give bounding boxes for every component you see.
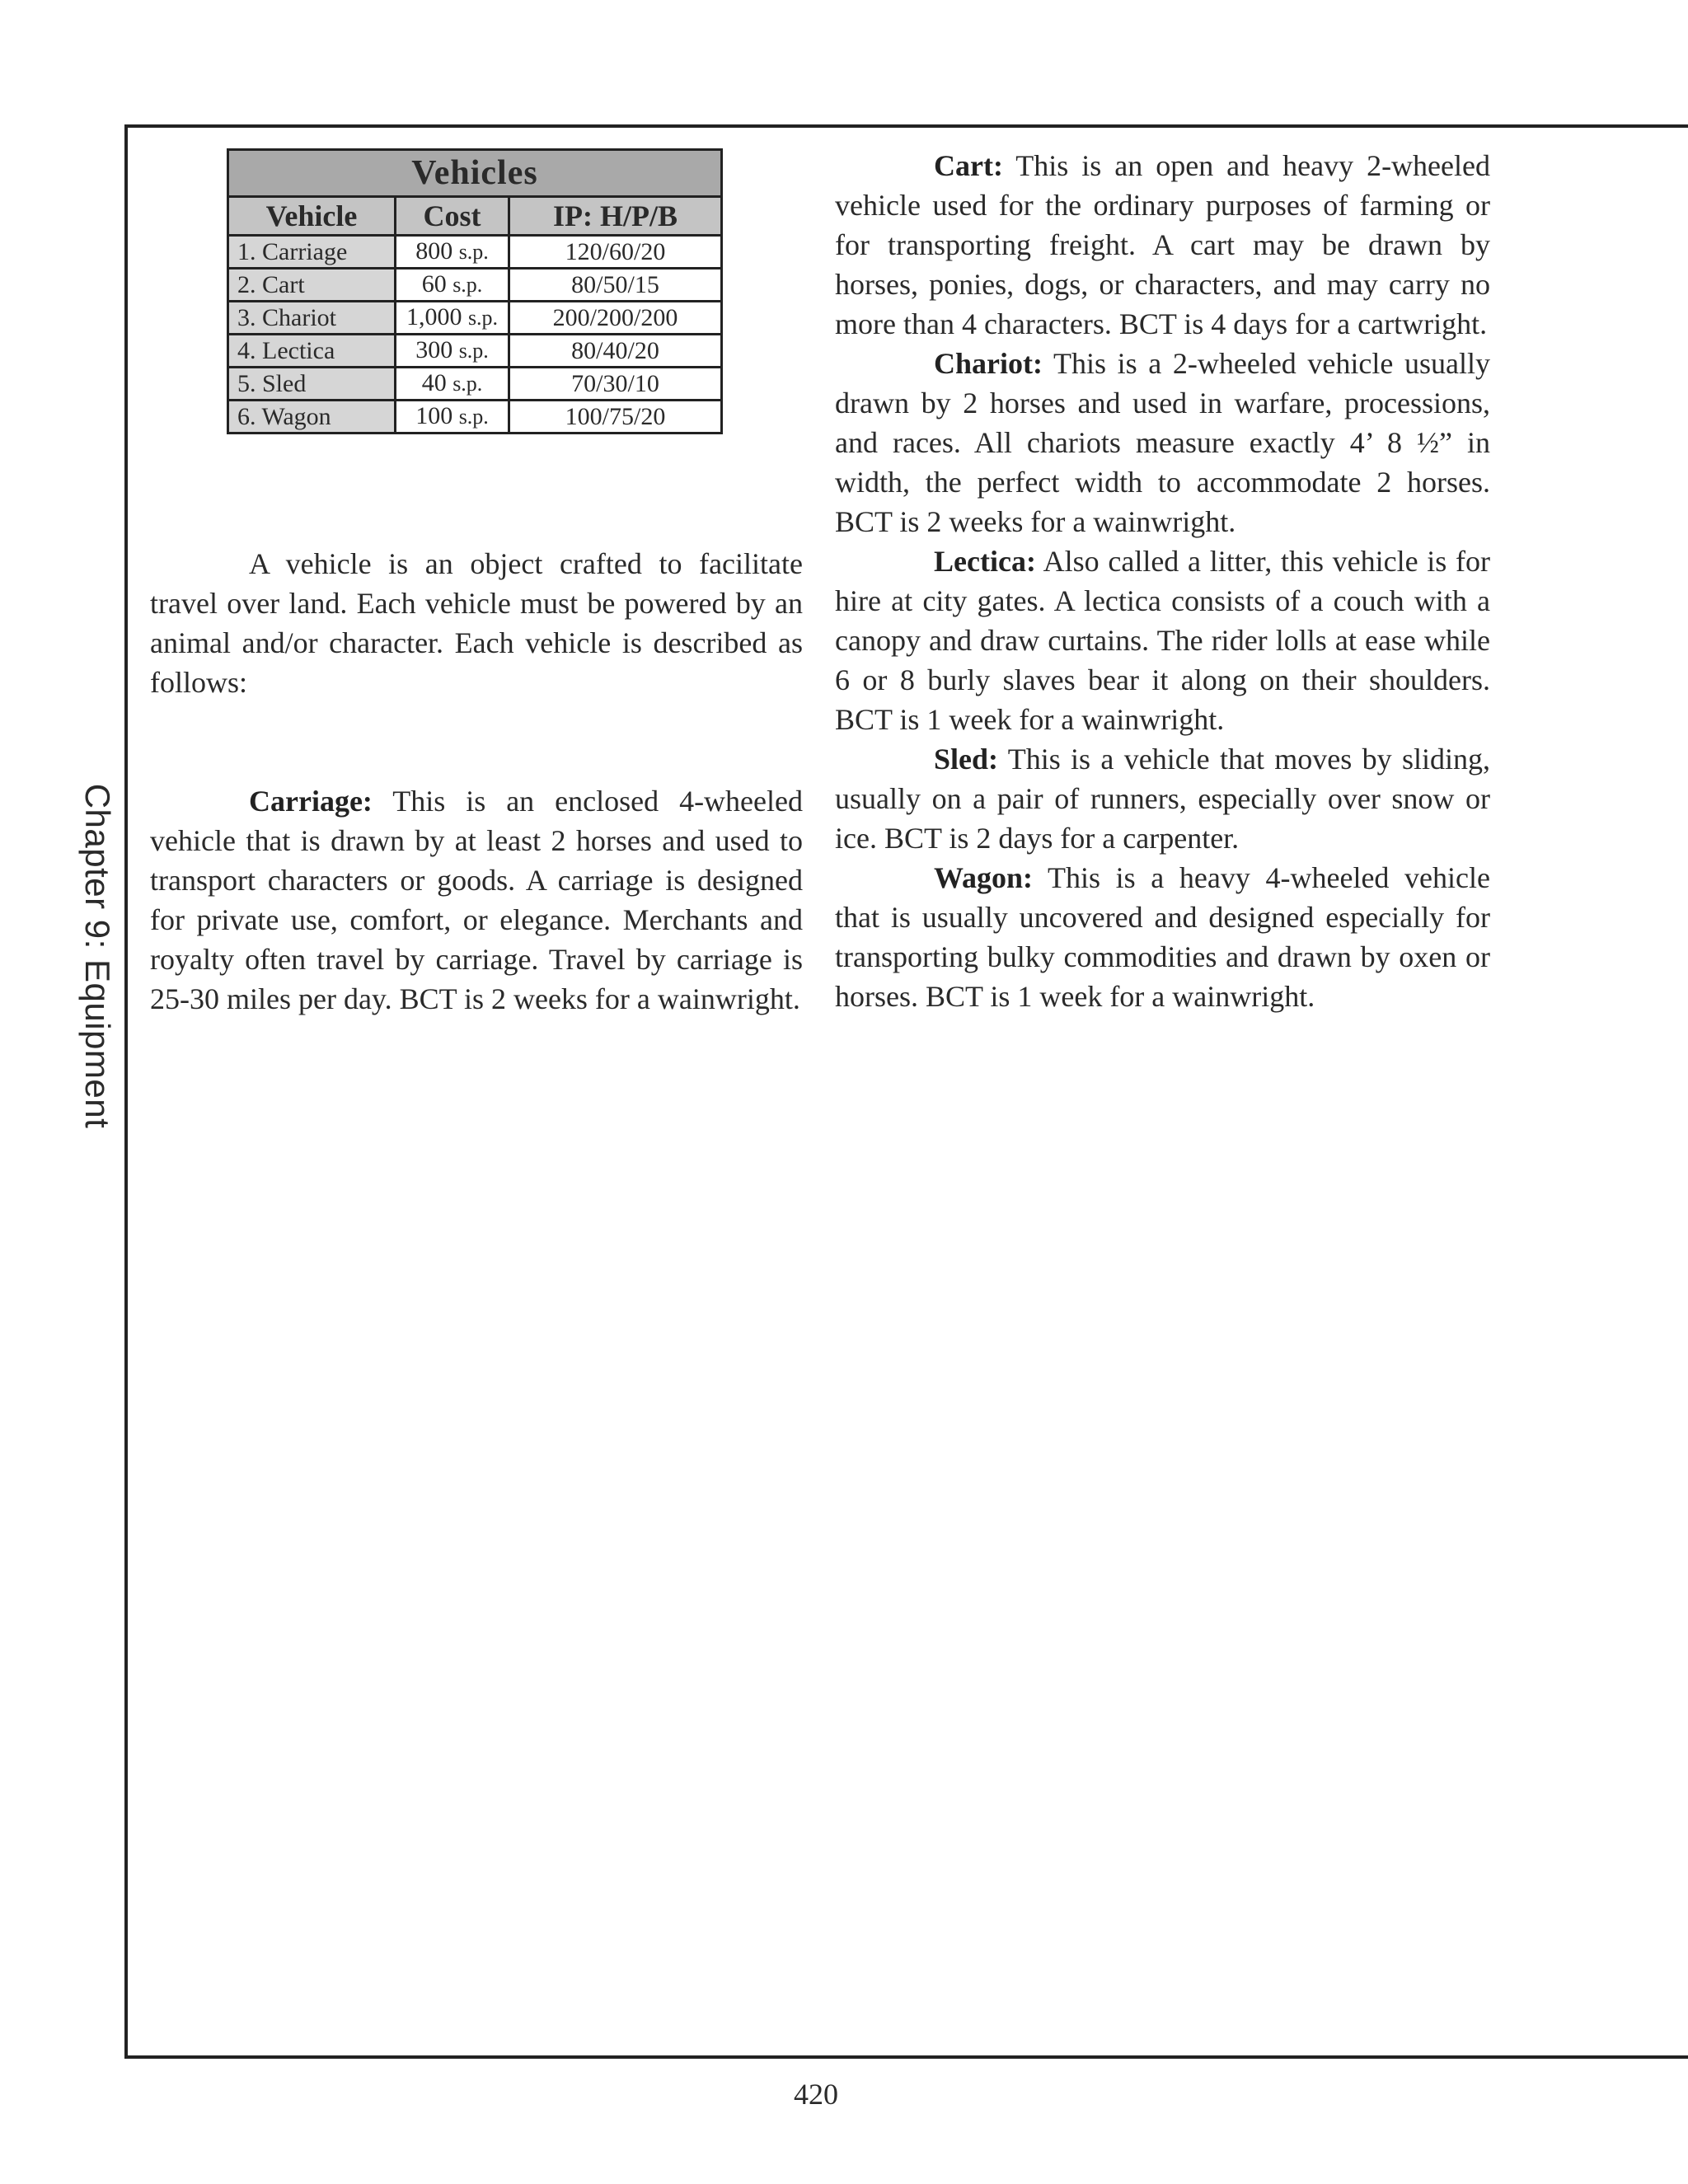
vehicle-ip: 120/60/20: [509, 236, 722, 269]
entry-term: Carriage:: [249, 785, 373, 818]
vehicle-cost: 60 s.p.: [396, 269, 509, 302]
vehicle-cost: 300 s.p.: [396, 335, 509, 368]
vehicle-ip: 80/50/15: [509, 269, 722, 302]
entry-text: Also called a litter, this vehicle is for hire at city gates. A lectica consists of a couch with a canopy and draw curtains. The rider lolls at ease while 6 or 8 burly slaves bear it along on their shoulders. BCT is 1 week for a wainwright.: [835, 545, 1490, 736]
column-header-vehicle: Vehicle: [228, 197, 396, 236]
page-frame-left: [124, 124, 128, 2059]
page-number: 420: [794, 2078, 838, 2111]
entry-term: Wagon:: [934, 861, 1034, 894]
table-row: [228, 269, 722, 302]
entry-paragraph-sled: [835, 739, 1490, 858]
entry-paragraph-carriage: [150, 781, 803, 1019]
table-row: [228, 302, 722, 335]
column-header-cost: Cost: [396, 197, 509, 236]
left-text-column: [150, 544, 803, 1019]
table-row: [228, 335, 722, 368]
page-frame-top: [124, 124, 1688, 128]
vehicle-name: 3. Chariot: [228, 302, 396, 335]
vehicle-name: 6. Wagon: [228, 401, 396, 434]
entry-paragraph-chariot: [835, 344, 1490, 541]
entry-paragraph-cart: [835, 146, 1490, 344]
vehicle-cost: 100 s.p.: [396, 401, 509, 434]
table-title: Vehicles: [228, 150, 722, 197]
chapter-side-label: Chapter 9: Equipment: [78, 783, 117, 1129]
vehicle-name: 4. Lectica: [228, 335, 396, 368]
table-row: [228, 236, 722, 269]
entry-text: This is a heavy 4-wheeled vehicle that is usually uncovered and designed especially for transporting bulky commodities and drawn by oxen or horses. BCT is 1 week for a wainwright.: [835, 861, 1490, 1013]
intro-paragraph: A vehicle is an object crafted to facilitate travel over land. Each vehicle must be powered by an animal and/or character. Each vehicle is described as follows:: [150, 547, 803, 699]
table-row: [228, 368, 722, 401]
vehicles-table: [227, 148, 723, 434]
entry-text: This is an open and heavy 2-wheeled vehicle used for the ordinary purposes of farming or for transporting freight. A cart may be drawn by horses, ponies, dogs, or characters, and may carry no more than 4 characters. BCT is 4 days for a cartwright.: [835, 149, 1490, 340]
vehicle-ip: 80/40/20: [509, 335, 722, 368]
entry-text: This is a vehicle that moves by sliding, usually on a pair of runners, especially over snow or ice. BCT is 2 days for a carpenter.: [835, 743, 1490, 855]
vehicle-name: 1. Carriage: [228, 236, 396, 269]
vehicle-ip: 200/200/200: [509, 302, 722, 335]
entry-text: This is a 2-wheeled vehicle usually drawn by 2 horses and used in warfare, processions, and races. All chariots measure exactly 4’ 8 ½” in width, the perfect width to accommodate 2 horses. BCT is 2 weeks for a wainwright.: [835, 347, 1490, 538]
page-frame-bottom: [124, 2055, 1688, 2059]
entry-term: Sled:: [934, 743, 999, 776]
vehicle-cost: 800 s.p.: [396, 236, 509, 269]
entry-paragraph-lectica: [835, 541, 1490, 739]
vehicle-ip: 70/30/10: [509, 368, 722, 401]
entry-paragraph-wagon: [835, 858, 1490, 1016]
table-row: [228, 401, 722, 434]
vehicle-name: 5. Sled: [228, 368, 396, 401]
vehicle-ip: 100/75/20: [509, 401, 722, 434]
column-header-ip: IP: H/P/B: [509, 197, 722, 236]
vehicle-cost: 40 s.p.: [396, 368, 509, 401]
entry-text: This is an enclosed 4-wheeled vehicle that is drawn by at least 2 horses and used to transport characters or goods. A carriage is designed for private use, comfort, or elegance. Merchants and royalty often travel by carriage. Travel by carriage is 25-30 miles per day. BCT is 2 weeks for a wainwright.: [150, 785, 803, 1015]
vehicle-cost: 1,000 s.p.: [396, 302, 509, 335]
entry-term: Chariot:: [934, 347, 1043, 380]
entry-term: Cart:: [934, 149, 1003, 182]
vehicle-name: 2. Cart: [228, 269, 396, 302]
right-text-column: [835, 146, 1490, 1016]
entry-term: Lectica:: [934, 545, 1036, 578]
